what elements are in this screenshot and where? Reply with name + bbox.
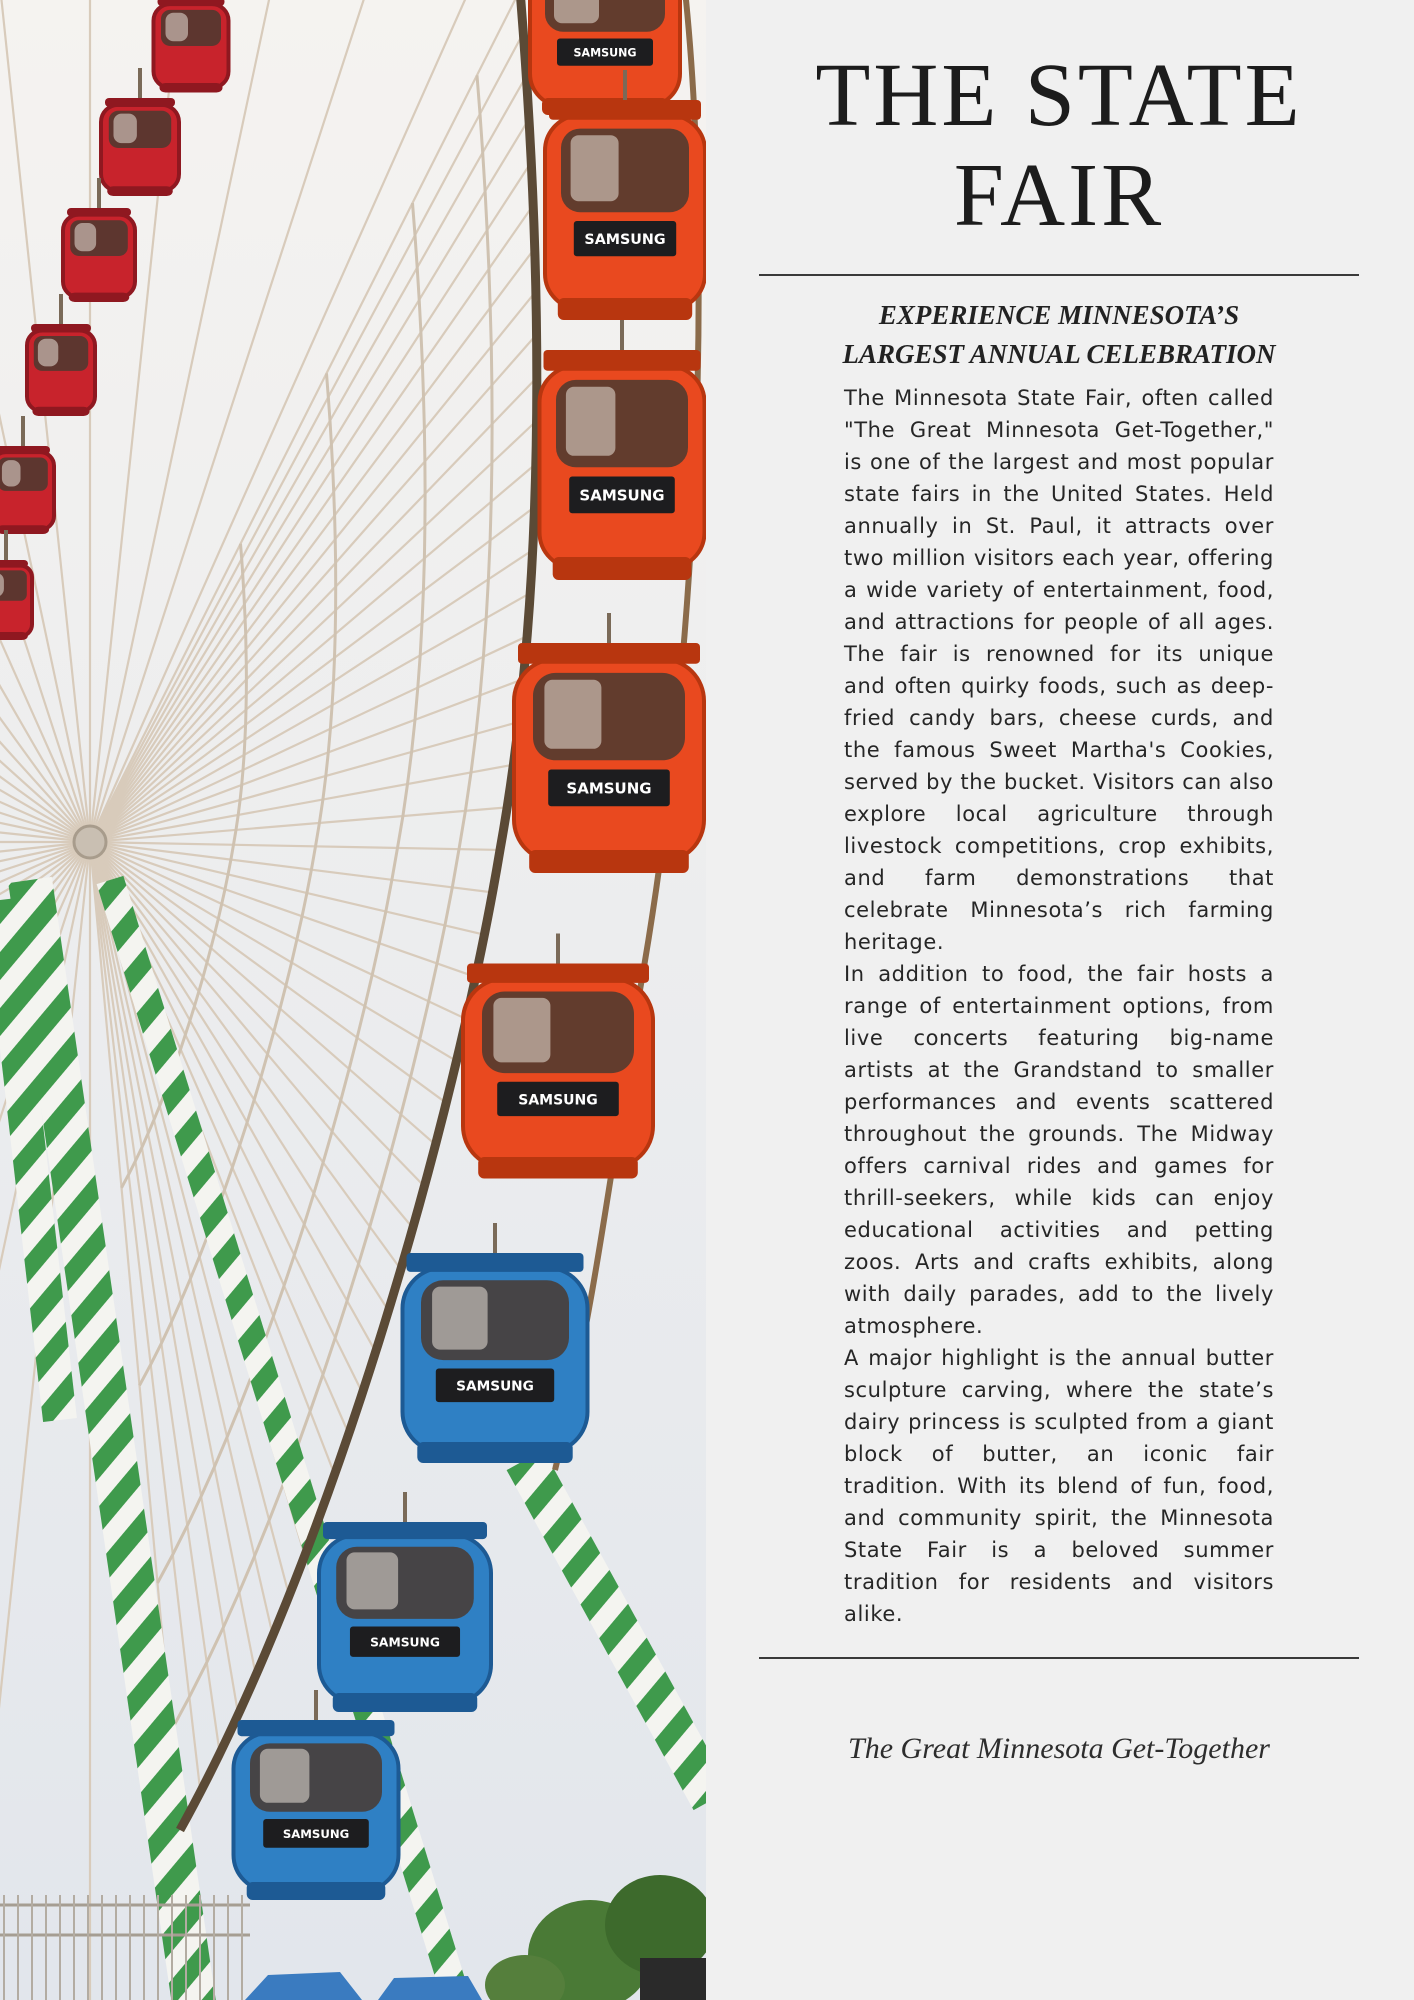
gondola xyxy=(463,934,653,1179)
subtitle-line-1: EXPERIENCE MINNESOTA’S xyxy=(878,300,1240,330)
gondola-window-glare xyxy=(347,1552,399,1609)
bottom-divider xyxy=(759,1657,1359,1659)
gondola-sign-text: SAMSUNG xyxy=(579,486,665,505)
gondola-base xyxy=(529,850,689,873)
ferris-wheel-photo xyxy=(0,0,706,2000)
gondola-base xyxy=(160,83,223,93)
gondola-base xyxy=(247,1882,386,1900)
subtitle-line-2: LARGEST ANNUAL CELEBRATION xyxy=(842,339,1276,369)
gondola-sign-text: SAMSUNG xyxy=(456,1378,534,1395)
body-text xyxy=(844,382,1274,1630)
gondola xyxy=(514,613,704,873)
gondola-roof xyxy=(549,100,701,120)
gondola-roof xyxy=(67,208,131,216)
gondola-window-glare xyxy=(166,13,189,42)
gondola-roof xyxy=(0,560,28,567)
gondola-roof xyxy=(0,446,50,454)
gondola xyxy=(234,1690,399,1900)
gondola-roof xyxy=(105,98,175,107)
gondola-base xyxy=(0,632,28,640)
gondola-window-glare xyxy=(260,1749,310,1803)
gondola xyxy=(154,0,229,93)
gondola-base xyxy=(69,293,129,302)
gondola-roof xyxy=(544,350,701,371)
gondola-roof xyxy=(407,1253,584,1272)
page-title-line-1: THE STATE xyxy=(815,46,1303,145)
gondola-window-glare xyxy=(2,460,21,486)
gondola-base xyxy=(107,186,173,196)
gondola-window-glare xyxy=(554,0,599,23)
gondola-roof xyxy=(31,324,91,332)
gondola xyxy=(530,0,680,115)
page-title-line-2: FAIR xyxy=(953,146,1165,245)
body-paragraph: In addition to food, the fair hosts a range of entertainment options, from live concerts featuring big-name artists at the Grandstand to smaller performances and events scattered throughout the grounds. The Midway offers carnival rides and games for thrill-seekers, while kids can enjoy educational activities and petting zoos. Arts and crafts exhibits, along with daily parades, add to the lively atmosphere. xyxy=(844,962,1274,1338)
gondola-window-glare xyxy=(544,680,601,749)
gondola-base xyxy=(333,1693,477,1712)
gondola-base xyxy=(558,298,692,320)
gondola-roof xyxy=(323,1522,487,1539)
footer-tagline: The Great Minnesota Get-Together xyxy=(848,1732,1270,1765)
gondola-window-glare xyxy=(113,114,136,143)
gondola-roof xyxy=(158,0,225,6)
gondola-window-glare xyxy=(566,387,616,456)
gondola-sign-text: SAMSUNG xyxy=(584,232,666,249)
gondola-roof xyxy=(238,1720,395,1736)
gondola-roof xyxy=(467,964,649,983)
wheel-hub xyxy=(74,826,106,858)
gondola-window-glare xyxy=(571,135,619,201)
gondola-sign-text: SAMSUNG xyxy=(573,46,637,60)
gondola-window-glare xyxy=(493,998,550,1063)
gondola-sign-text: SAMSUNG xyxy=(282,1826,350,1841)
gondola xyxy=(403,1223,588,1463)
gondola xyxy=(540,320,705,580)
tent xyxy=(378,1976,482,2000)
gondola-sign-text: SAMSUNG xyxy=(370,1635,440,1650)
body-paragraph: The Minnesota State Fair, often called "The Great Minnesota Get-Together," is one of the largest and most popular state fairs in the United States. Held annually in St. Paul, it attracts over two million visitors each year, offering a wide variety of entertainment, food, and attractions for people of all ages. The fair is renowned for its unique and often quirky foods, such as deep-fried candy bars, cheese curds, and the famous Sweet Martha's Cookies, served by the bucket. Visitors can also explore local agriculture through livestock competitions, crop exhibits, and farm demonstrations that celebrate Minnesota’s rich farming heritage. xyxy=(844,386,1274,954)
gondola xyxy=(545,70,705,320)
text-panel xyxy=(706,0,1414,2000)
gondola-base xyxy=(417,1442,572,1463)
gondola-base xyxy=(478,1157,638,1179)
gondola-sign-text: SAMSUNG xyxy=(566,779,652,798)
gondola xyxy=(319,1492,491,1712)
gondola-window-glare xyxy=(75,223,97,251)
gondola-base xyxy=(32,407,89,416)
gondola-sign-text: SAMSUNG xyxy=(518,1092,598,1109)
top-divider xyxy=(759,274,1359,276)
body-paragraph: A major highlight is the annual butter sculpture carving, where the state’s dairy princess is sculpted from a giant block of butter, an iconic fair tradition. With its blend of fun, food, and community spirit, the Minnesota State Fair is a beloved summer tradition for residents and visitors alike. xyxy=(844,1346,1274,1626)
gondola-window-glare xyxy=(38,339,58,367)
gondola-roof xyxy=(518,643,700,664)
gondola-window xyxy=(0,570,27,600)
gondola-window-glare xyxy=(432,1287,488,1350)
gondola-base xyxy=(553,557,692,580)
photo-panel xyxy=(0,0,706,2000)
dark-sign xyxy=(640,1958,706,2000)
subtitle xyxy=(759,296,1359,374)
